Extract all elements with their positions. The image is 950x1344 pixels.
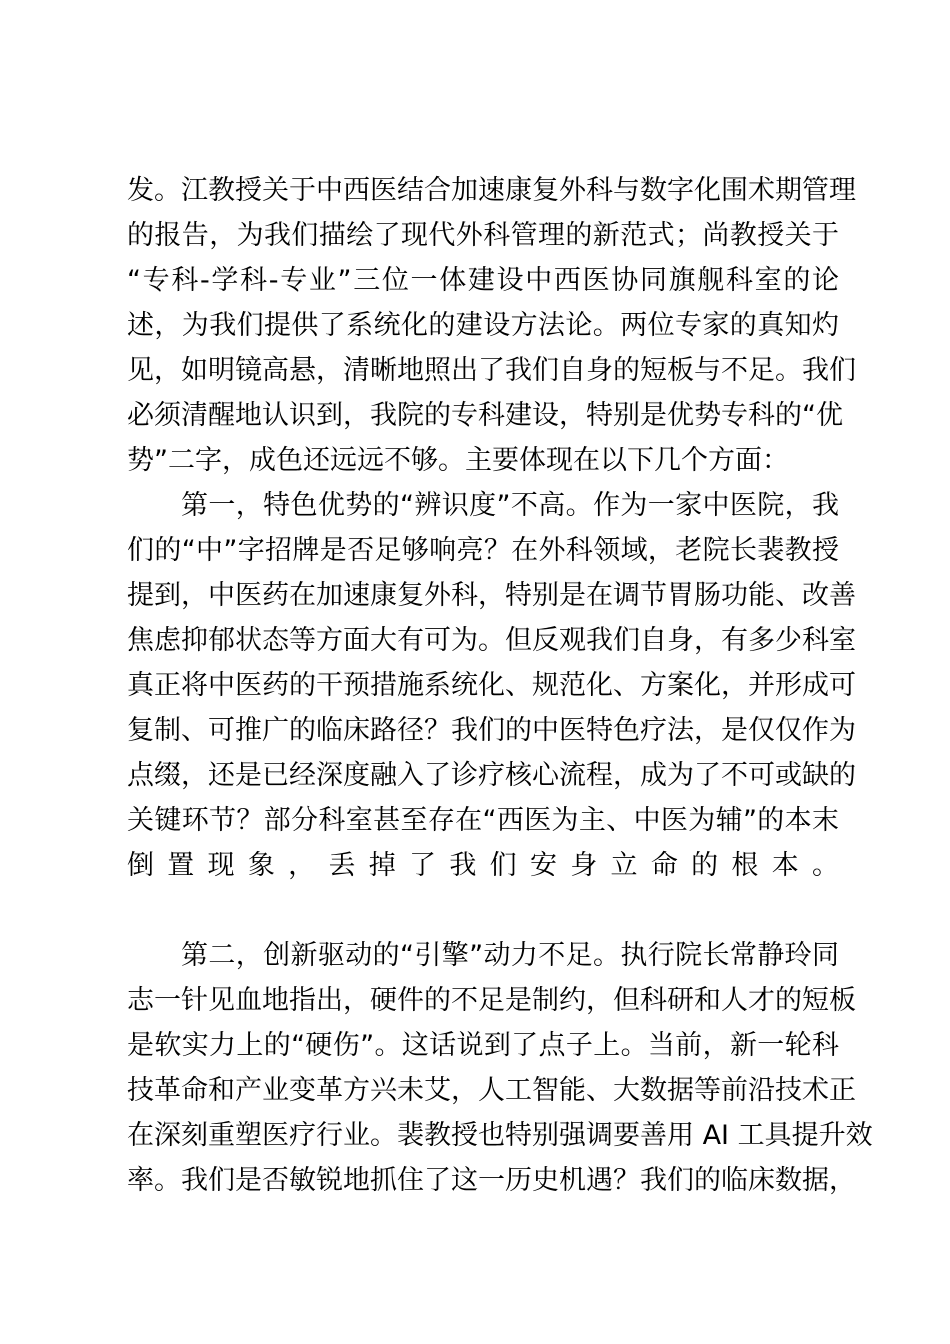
- paragraph: [127, 483, 856, 933]
- text-line: “专科-学科-专业”三位一体建设中西医协同旗舰科室的论: [127, 265, 839, 296]
- text-line: 见，如明镜高悬，清晰地照出了我们自身的短板与不足。我们: [127, 355, 856, 386]
- text-line: 技革命和产业变革方兴未艾，人工智能、大数据等前沿技术正: [127, 1075, 856, 1106]
- paragraph: [127, 168, 856, 483]
- text-line: 必须清醒地认识到，我院的专科建设，特别是优势专科的“优: [127, 400, 843, 431]
- text-line: 倒置现象，丢掉了我们安身立命的根本。: [127, 850, 839, 881]
- text-line: 发。江教授关于中西医结合加速康复外科与数字化围术期管理: [127, 175, 856, 206]
- text-line: 率。我们是否敏锐地抓住了这一历史机遇？我们的临床数据，: [127, 1165, 856, 1196]
- text-line: 关键环节？部分科室甚至存在“西医为主、中医为辅”的本末: [127, 805, 839, 836]
- text-line: 第二，创新驱动的“引擎”动力不足。执行院长常静玲同: [181, 940, 839, 971]
- body-text: [127, 168, 873, 1203]
- text-line: 第一，特色优势的“辨识度”不高。作为一家中医院，我: [181, 490, 839, 521]
- text-line: [127, 888, 839, 933]
- text-line: 们的“中”字招牌是否足够响亮？在外科领域，老院长裴教授: [127, 535, 839, 566]
- paragraph: [127, 933, 873, 1203]
- text-line: 的报告，为我们描绘了现代外科管理的新范式；尚教授关于: [127, 220, 839, 251]
- text-line: 复制、可推广的临床路径？我们的中医特色疗法，是仅仅作为: [127, 715, 856, 746]
- text-line: 真正将中医药的干预措施系统化、规范化、方案化，并形成可: [127, 670, 856, 701]
- text-line: 点缀，还是已经深度融入了诊疗核心流程，成为了不可或缺的: [127, 760, 856, 791]
- text-line: 势”二字，成色还远远不够。主要体现在以下几个方面：: [127, 445, 789, 476]
- text-line: 是软实力上的“硬伤”。这话说到了点子上。当前，新一轮科: [127, 1030, 839, 1061]
- text-line: 志一针见血地指出，硬件的不足是制约，但科研和人才的短板: [127, 985, 856, 1016]
- text-line: 在深刻重塑医疗行业。裴教授也特别强调要善用 AI 工具提升效: [127, 1120, 873, 1151]
- text-line: 提到，中医药在加速康复外科，特别是在调节胃肠功能、改善: [127, 580, 856, 611]
- text-line: 焦虑抑郁状态等方面大有可为。但反观我们自身，有多少科室: [127, 625, 856, 656]
- text-line: 述，为我们提供了系统化的建设方法论。两位专家的真知灼: [127, 310, 839, 341]
